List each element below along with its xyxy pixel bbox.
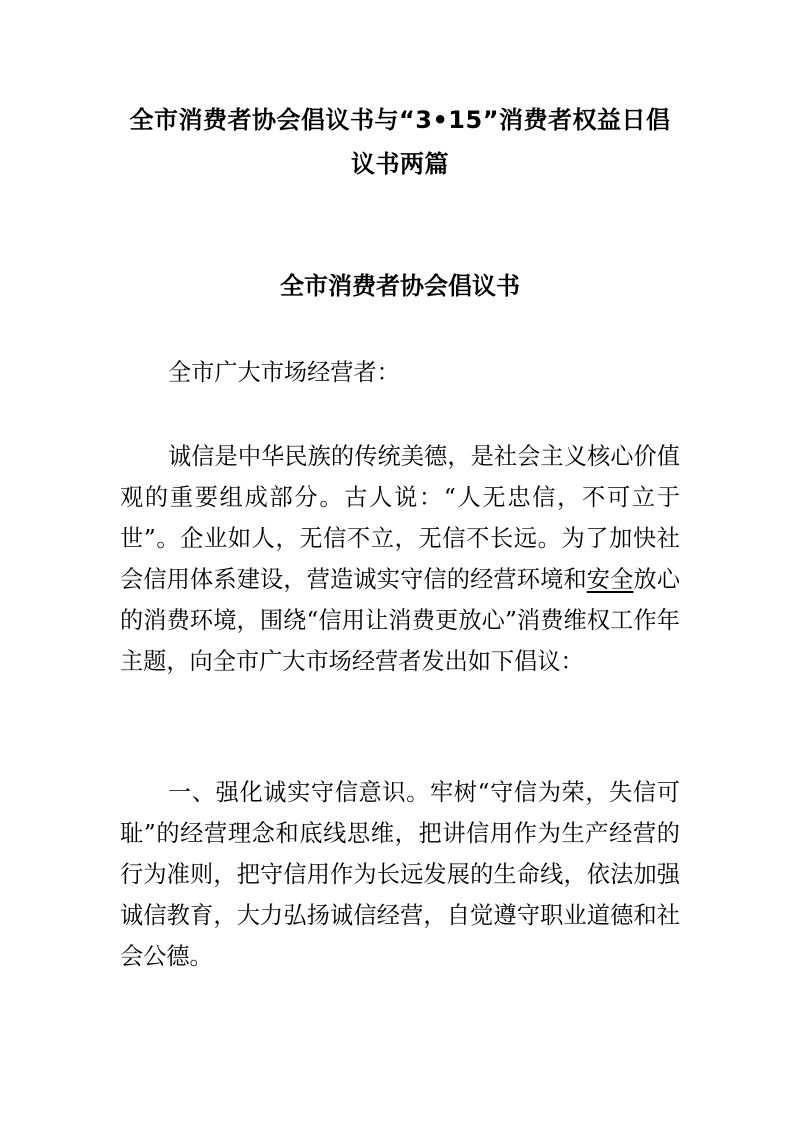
paragraph-intro-text-after: 放心的消费环境，围绕“信用让消费更放心”消费维权工作年主题，向全市广大市场经营者发出如下倡议： bbox=[120, 566, 681, 675]
paragraph-intro bbox=[120, 436, 680, 682]
paragraph-intro-text-before: 诚信是中华民族的传统美德，是社会主义核心价值观的重要组成部分。古人说：“人无忠信，不可立于世”。企业如人，无信不立，无信不长远。为了加快社会信用体系建设，营造诚实守信的经营环境和 bbox=[120, 443, 680, 593]
document-title: 全市消费者协会倡议书与“3•15”消费者权益日倡议书两篇 bbox=[129, 106, 671, 178]
paragraph-point-one: 一、强化诚实守信意识。牢树“守信为荣，失信可耻”的经营理念和底线思维，把讲信用作为生产经营的行为准则，把守信用作为长远发展的生命线，依法加强诚信教育，大力弘扬诚信经营，自觉遵守职业道德和社会公德。 bbox=[120, 779, 680, 970]
section-title: 全市消费者协会倡议书 bbox=[280, 272, 520, 300]
salutation: 全市广大市场经营者： bbox=[168, 359, 400, 386]
paragraph-intro-underlined-text: 安全 bbox=[586, 566, 634, 593]
